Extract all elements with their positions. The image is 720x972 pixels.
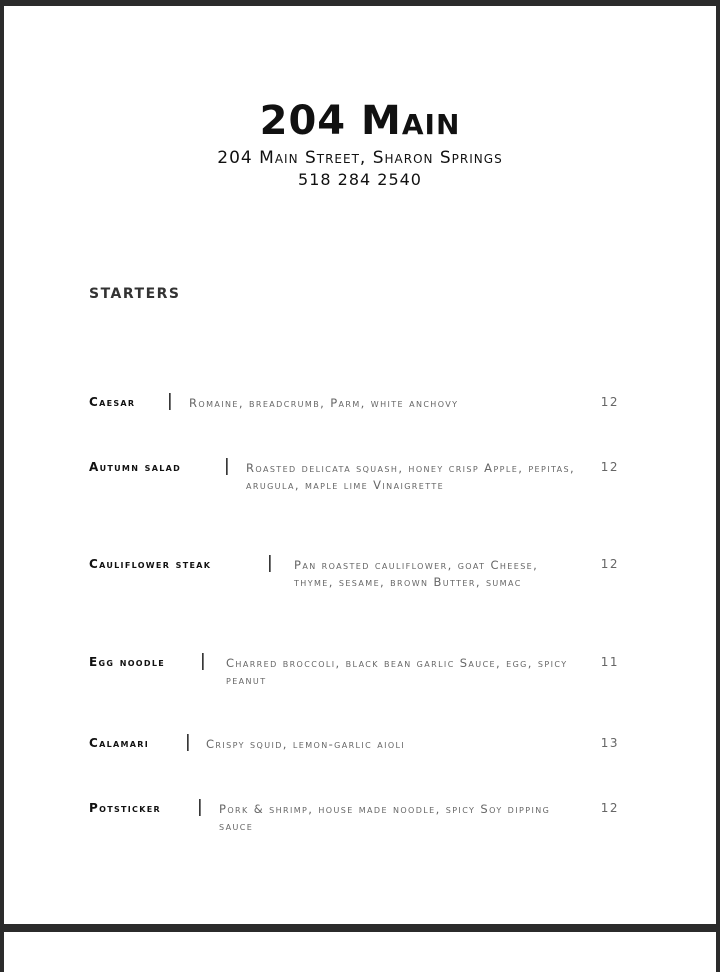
item-price: 12 [600, 460, 619, 474]
item-name: Autumn salad [89, 460, 182, 474]
item-name: Egg noodle [89, 655, 166, 669]
item-description: Pan roasted cauliflower, goat Cheese, thyme, sesame, brown Butter, sumac [294, 558, 539, 589]
item-description: Romaine, breadcrumb, Parm, white anchovy [189, 396, 459, 410]
item-price: 12 [600, 395, 619, 409]
item-name: Cauliflower steak [89, 557, 212, 571]
menu-page [4, 6, 716, 924]
item-separator: | [200, 651, 206, 671]
item-price: 12 [600, 557, 619, 571]
item-separator: | [197, 797, 203, 817]
menu-item [89, 732, 619, 756]
item-description: Charred broccoli, black bean garlic Sauce, egg, spicy peanut [226, 656, 568, 687]
item-price: 12 [600, 801, 619, 815]
item-price: 11 [600, 655, 619, 669]
item-name: Caesar [89, 395, 136, 409]
menu-item [89, 391, 619, 415]
item-description: Roasted delicata squash, honey crisp Apple, pepitas, arugula, maple lime Vinaigrette [246, 461, 576, 492]
restaurant-name: 204 Main [259, 98, 461, 144]
item-separator: | [167, 391, 173, 411]
item-separator: | [224, 456, 230, 476]
item-description: Pork & shrimp, house made noodle, spicy Soy dipping sauce [219, 802, 551, 833]
item-separator: | [267, 553, 273, 573]
item-price: 13 [600, 736, 619, 750]
item-name: Calamari [89, 736, 149, 750]
restaurant-phone: 518 284 2540 [298, 170, 422, 189]
menu-item [89, 456, 619, 512]
menu-item [89, 651, 619, 691]
item-separator: | [185, 732, 191, 752]
section-heading-starters: STARTERS [89, 286, 181, 302]
menu-item [89, 553, 619, 609]
item-name: Potsticker [89, 801, 161, 815]
menu-item [89, 797, 619, 837]
restaurant-address: 204 Main Street, Sharon Springs [217, 148, 503, 168]
next-page-edge [4, 932, 716, 972]
item-description: Crispy squid, lemon-garlic aioli [206, 737, 406, 751]
